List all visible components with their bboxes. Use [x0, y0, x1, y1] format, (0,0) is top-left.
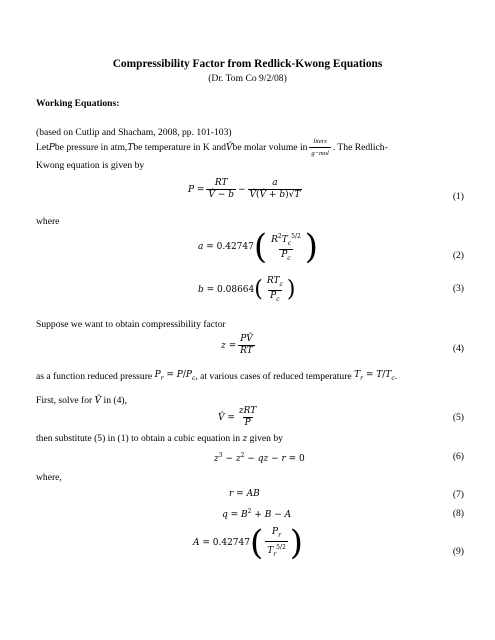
equation-number-7: (7)	[452, 489, 464, 500]
equation-6: $z^3 - z^2$ − qz − r = 0	[214, 452, 305, 464]
where-label-2: where,	[36, 472, 62, 483]
equation-9: A = 0.42747 ( $\frac{P_r}{T_r^{5/2}}$ )	[193, 523, 304, 563]
document-title: Compressibility Factor from Redlick-Kwong Equations	[112, 58, 383, 70]
equation-7: r = AB	[229, 489, 260, 499]
equation-3: b = 0.08664 ( $\frac{RT_c}{P_c}$ )	[198, 276, 296, 303]
equation-2: a = 0.42747 ( $\frac{R^2T_c^{5/2}}{P_c}$ )	[198, 227, 319, 267]
equation-number-9: (9)	[452, 546, 464, 557]
equation-8: $q = B^2 + B - A$	[222, 508, 292, 520]
equation-number-8: (8)	[452, 508, 464, 519]
suppose-line: Suppose we want to obtain compressibility factor	[36, 319, 226, 330]
equation-number-1: (1)	[452, 191, 464, 202]
document-author: (Dr. Tom Co 9/2/08)	[208, 73, 287, 84]
unit-fraction: $\frac{\text{liters}}{\text{g−mol}}$	[311, 138, 329, 157]
equation-4: z = $\frac{PV̂}{RT}$	[221, 334, 253, 356]
equation-number-5: (5)	[452, 412, 464, 423]
equation-number-3: (3)	[452, 283, 464, 294]
first-solve-line: First, solve for V̂ in (4),	[36, 395, 127, 406]
reference-note: (based on Cutlip and Shacham, 2008, pp. 101-103)	[36, 127, 232, 138]
equation-number-2: (2)	[452, 250, 464, 261]
reduced-line: as a function reduced pressure $P_r = P/P_c$ , at various cases of reduced temperature $T_r = T/T_c$ .	[36, 370, 398, 382]
intro-line-1: Let P be pressure in atm, T be temperature in K and V̂ be molar volume in $\frac{\text{liters}}{\text{g−mol}}$ . The Redlich-	[36, 138, 388, 157]
equation-1: P = $\frac{RT}{V̂ - b}$ − $\frac{a}{V̂(V̂ + b)√T}$	[188, 178, 301, 200]
substitute-line: then substitute (5) in (1) to obtain a cubic equation in z given by	[36, 433, 283, 444]
where-label-1: where	[36, 216, 60, 227]
equation-number-4: (4)	[452, 343, 464, 354]
section-heading: Working Equations:	[36, 98, 120, 109]
equation-number-6: (6)	[452, 451, 464, 462]
equation-5: V̂ = $\frac{\text{zRT}}{P}$	[218, 406, 257, 428]
intro-line-2: Kwong equation is given by	[36, 160, 145, 171]
